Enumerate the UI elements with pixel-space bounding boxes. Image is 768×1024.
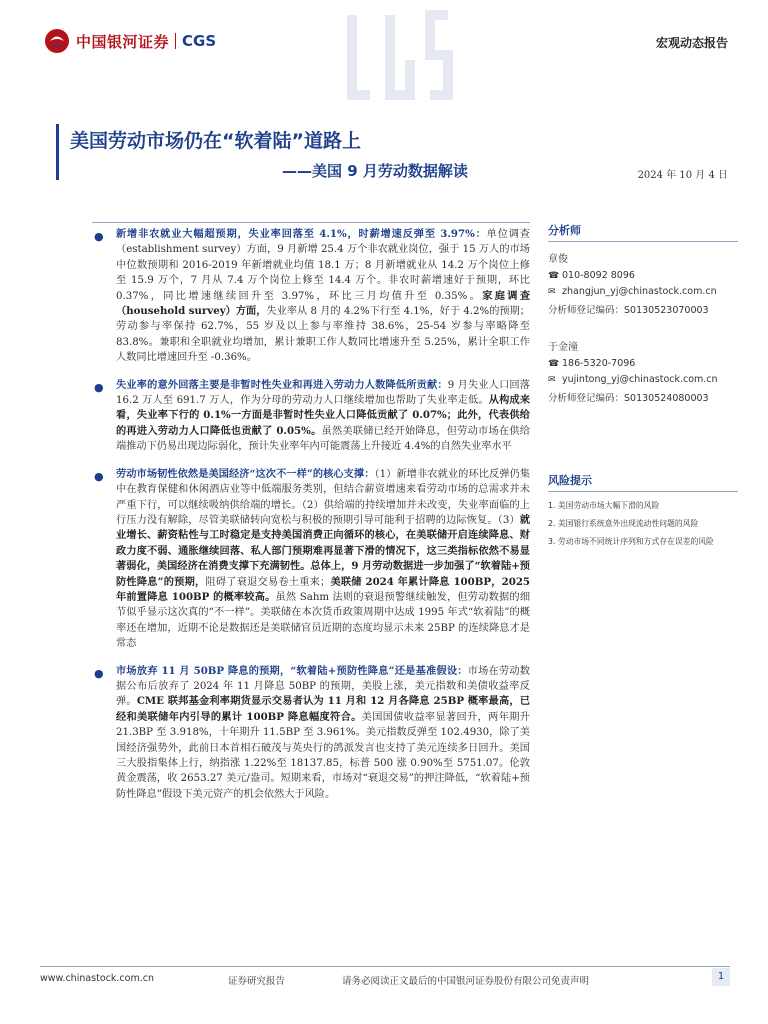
key-point-headline: 市场放弃 11 月 50BP 降息的预期，“软着陆+预防性降息”还是基准假设： <box>116 664 468 677</box>
risk-item: 2. 美国银行系统意外出现流动性问题的风险 <box>548 519 699 528</box>
key-point-text <box>116 664 530 803</box>
phone-icon: ☎ <box>548 270 560 281</box>
bullet-icon: ● <box>94 469 104 483</box>
report-header <box>0 0 768 120</box>
page-number: 1 <box>712 968 730 986</box>
key-point-text <box>116 378 530 455</box>
footer-rule <box>40 966 730 967</box>
analyst-name: 章俊 <box>548 254 568 265</box>
analyst-phone-row <box>548 358 738 369</box>
brand-name-en: CGS <box>182 32 217 50</box>
analyst-phone: 186-5320-7096 <box>562 358 636 369</box>
emphasis-text: 家庭调查（household survey）方面， <box>116 289 531 318</box>
analyst-phone-row <box>548 270 738 281</box>
emphasis-text: 就业增长、薪资粘性与工时稳定是支持美国消费正向循环的核心，在美联储开启连续降息、财政力度不弱、通胀继续回落、私人部门预期难再显著下滑的情况下，这三类指标依然不易显著弱化，美国经济在消费支撑下充满韧性。总体上，9 月劳动数据进一步加强了“软着陆+预防性降息”的预期， <box>116 513 530 588</box>
analyst-email[interactable]: zhangjun_yj@chinastock.com.cn <box>562 286 717 297</box>
report-type: 宏观动态报告 <box>655 36 728 50</box>
body-text: 失业率从 8 月的 4.2%下行至 4.1%，好于 4.2%的预期；劳动参与率保持 62.7%，55 岁及以上参与率维持 38.6%，25-54 岁参与率略降至 83.8%。兼职和全职就业均增加，累计兼职工作人数同比增速升至 5.25%，累计全职工作人数同比增速回升至 -0.36%。 <box>116 306 530 364</box>
emphasis-text: 从构成来看，失业率下行的 0.1%一方面是非暂时性失业人口降低贡献了 0.07%；此外，代表供给的再进入劳动力人口降低也贡献了 0.05%。 <box>116 394 531 437</box>
emphasis-text: 美联储 2024 年累计降息 100BP，2025 年前置降息 100BP 的概率较高。 <box>116 575 531 603</box>
analyst-email-row <box>548 286 738 297</box>
body-text: 市场在劳动数据公布后放弃了 2024 年 11 月降息 50BP 的预期，美股上涨，美元指数和美债收益率反弹。 <box>116 665 530 708</box>
body-text: 美国国债收益率显著回升，两年期升 21.3BP 至 3.918%，十年期升 11.5BP 至 3.961%。美元指数反弹至 102.4930，除了美国经济强势外，此前日本首相石破茂与英央行的鸽派发言也支持了美元连续多日回升。美国三大股指集体上行，纳指涨 1.22%至 18137.85，标普 500 涨 0.90%至 5751.07。伦敦黄金震荡，收 2653.27 美元/盎司。短期来看，市场对“衰退交易”的押注降低，“软着陆+预防性降息”假设下美元资产的机会依然大于风险。 <box>116 711 530 800</box>
body-text: 9 月失业人口回落 16.2 万人至 691.7 万人，作为分母的劳动力人口继续增加也帮助了失业率走低。 <box>116 379 530 407</box>
risk-list <box>548 500 738 547</box>
key-point <box>92 227 530 366</box>
bullet-icon: ● <box>94 666 104 680</box>
footer-doc-type: 证券研究报告 <box>228 976 286 987</box>
analyst-registration: 分析师登记编码：S0130523070003 <box>548 305 709 316</box>
key-points-list <box>92 227 530 802</box>
title-accent-bar <box>56 124 59 180</box>
cgs-watermark-graphic <box>330 0 470 110</box>
footer-website[interactable]: www.chinastock.com.cn <box>40 973 154 984</box>
cgs-logo-icon <box>44 28 70 54</box>
body-text: 虽然美联储已经开始降息，但劳动市场在供给端推动下仍易出现边际弱化，预计失业率年内可能震荡上升接近 4.4%的自然失业率水平 <box>116 425 530 453</box>
report-body <box>92 222 530 802</box>
analyst-heading: 分析师 <box>548 222 738 242</box>
analyst-card <box>548 250 738 316</box>
analyst-phone: 010-8092 8096 <box>562 270 635 281</box>
emphasis-text: CME 联邦基金利率期货显示交易者认为 11 月和 12 月各降息 25BP 概率最高，已经和美联储年内引导的累计 100BP 降息幅度符合。 <box>116 695 531 723</box>
analyst-email-row <box>548 374 738 385</box>
report-subtitle: ——美国 9 月劳动数据解读 <box>282 162 468 180</box>
risk-item: 3. 劳动市场不同统计序列和方式存在误差的风险 <box>548 537 714 546</box>
analyst-card <box>548 338 738 404</box>
report-title: 美国劳动市场仍在“软着陆”道路上 <box>70 130 361 152</box>
risk-heading: 风险提示 <box>548 472 738 492</box>
body-text: 虽然 Sahm 法则的衰退预警继续触发，但劳动数据的细节似乎显示这次真的“不一样”。美联储在本次货币政策周期中达成 1995 年式“软着陆”的概率还在增加，近期不论是数据还是美联储官员近期的态度均显示未来 25BP 的连续降息才是常态 <box>116 591 531 650</box>
key-point-text <box>116 227 530 366</box>
risk-item: 1. 美国劳动市场大幅下滑的风险 <box>548 501 660 510</box>
phone-icon: ☎ <box>548 358 560 369</box>
email-icon: ✉ <box>548 286 556 297</box>
bullet-icon: ● <box>94 380 104 394</box>
brand-name-cn: 中国银河证券 <box>76 32 170 51</box>
key-point-headline: 劳动市场韧性依然是美国经济“这次不一样”的核心支撑： <box>116 467 375 480</box>
body-top-rule <box>92 222 530 223</box>
brand-divider <box>175 33 176 49</box>
analyst-name: 于金潼 <box>548 342 578 353</box>
sidebar <box>548 222 738 554</box>
brand-logo <box>44 28 216 54</box>
bullet-icon: ● <box>94 230 104 243</box>
analyst-registration: 分析师登记编码：S0130524080003 <box>548 393 709 404</box>
analyst-email[interactable]: yujintong_yj@chinastock.com.cn <box>562 374 718 385</box>
email-icon: ✉ <box>548 374 556 385</box>
body-text: （1）新增非农就业的环比反弹仍集中在教育保健和休闲酒店业等中低端服务类别，但结合薪资增速来看劳动市场的总需求并未严重下行，可以继续吸纳供给端的增长。（2）供给端的持续增加并未改变，失业率面临的上行压力没有解除，尽管美联储转向宽松与积极的预期引导可能利于招聘的边际恢复。（3） <box>116 468 531 526</box>
key-point <box>92 664 530 803</box>
body-text: 单位调查（establishment survey）方面，9 月新增 25.4 万个非农就业岗位，强于 15 万人的市场中位数预期和 2016-2019 年新增就业均值 18.1 万；8 月新增就业从 14.2 万个岗位上修至 15.9 万个，7 月从 7.4 万个岗位上修至 14.4 万个。非农时薪增速好于预期，环比 0.37%，同比增速继续回升至 3.97%，环比三月均值升至 0.35%。 <box>116 229 530 302</box>
key-point-headline: 新增非农就业大幅超预期，失业率回落至 4.1%，时薪增速反弹至 3.97%： <box>116 228 487 240</box>
report-date: 2024 年 10 月 4 日 <box>637 170 728 181</box>
key-point <box>92 467 530 652</box>
key-point <box>92 378 530 455</box>
body-text: 阻碍了衰退交易卷土重来； <box>205 576 331 588</box>
key-point-text <box>116 467 530 652</box>
footer-disclaimer: 请务必阅读正文最后的中国银河证券股份有限公司免责声明 <box>342 976 590 987</box>
key-point-headline: 失业率的意外回落主要是非暂时性失业和再进入劳动力人数降低所贡献： <box>116 378 448 391</box>
